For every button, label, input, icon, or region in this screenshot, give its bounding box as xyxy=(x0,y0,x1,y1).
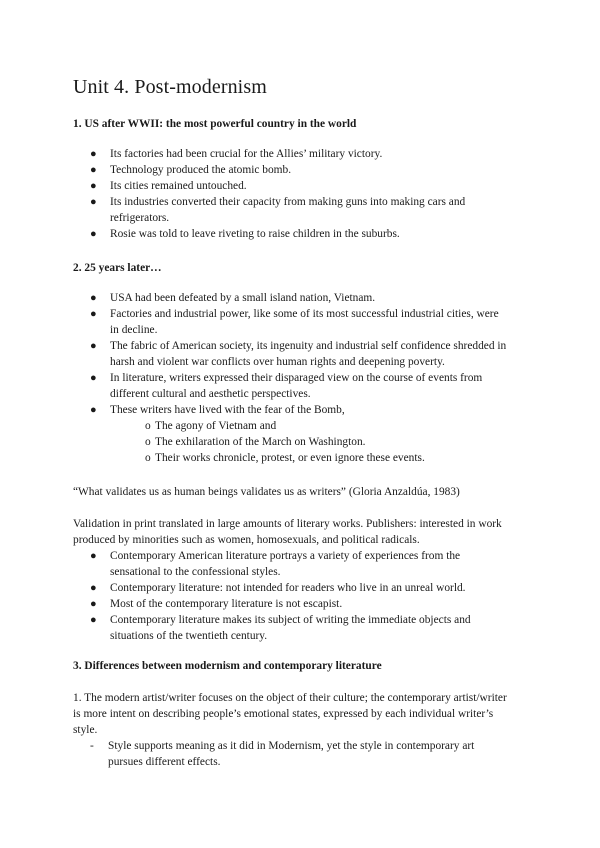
quote-line: “What validates us as human beings validates us as writers” (Gloria Anzaldúa, 1983) xyxy=(73,486,460,498)
section-3-paragraph: 1. The modern artist/writer focuses on the object of their culture; the contemporary artist/writer is more intent on describing people’s emotional states, expressed by each individual writer’s style. xyxy=(73,692,507,736)
bullet-icon: ● xyxy=(90,148,97,160)
bullet-icon: ● xyxy=(90,582,97,594)
bullet-icon: ● xyxy=(90,372,97,384)
circle-bullet-icon: o xyxy=(145,452,151,464)
section-2-list xyxy=(90,290,510,418)
bullet-icon: ● xyxy=(90,196,97,208)
validation-paragraph: Validation in print translated in large amounts of literary works. Publishers: interested in work produced by minorities such as women, homosexuals, and political radicals. xyxy=(73,518,502,546)
list-item: ● Rosie was told to leave riveting to raise children in the suburbs. xyxy=(90,228,400,240)
bullet-icon: ● xyxy=(90,598,97,610)
list-item: ● Technology produced the atomic bomb. xyxy=(90,164,292,176)
list-item: o Their works chronicle, protest, or even ignore these events. xyxy=(145,452,425,464)
list-item: - Style supports meaning as it did in Modernism, yet the style in contemporary art pursues different effects. xyxy=(90,740,475,768)
list-item: ● Its industries converted their capacity from making guns into making cars and refrigerators. xyxy=(90,196,466,224)
bullet-icon: ● xyxy=(90,228,97,240)
bullet-icon: ● xyxy=(90,404,97,416)
list-item: ● These writers have lived with the fear of the Bomb, xyxy=(90,404,345,416)
section-2-sublist xyxy=(145,418,485,466)
list-item: ● Contemporary literature: not intended for readers who live in an unreal world. xyxy=(90,582,466,594)
section-1-heading: 1. US after WWII: the most powerful country in the world xyxy=(73,118,357,130)
list-item: ● The fabric of American society, its ingenuity and industrial self confidence shredded in harsh and violent war conflicts over human rights and deepening poverty. xyxy=(90,340,507,368)
section-1-list xyxy=(90,146,510,242)
section-3-dash-list xyxy=(90,738,510,770)
section-3-heading: 3. Differences between modernism and contemporary literature xyxy=(73,660,382,672)
bullet-icon: ● xyxy=(90,164,97,176)
dash-bullet-icon: - xyxy=(90,740,94,752)
circle-bullet-icon: o xyxy=(145,436,151,448)
list-item: ● Factories and industrial power, like some of its most successful industrial cities, were in decline. xyxy=(90,308,499,336)
list-item: ● Contemporary literature makes its subject of writing the immediate objects and situations of the twentieth century. xyxy=(90,614,471,642)
bullet-icon: ● xyxy=(90,292,97,304)
circle-bullet-icon: o xyxy=(145,420,151,432)
list-item: ● Most of the contemporary literature is not escapist. xyxy=(90,598,343,610)
bullet-icon: ● xyxy=(90,550,97,562)
bullet-icon: ● xyxy=(90,614,97,626)
list-item: o The agony of Vietnam and xyxy=(145,420,277,432)
section-2-heading: 2. 25 years later… xyxy=(73,262,162,274)
page-title: Unit 4. Post-modernism xyxy=(73,76,267,98)
list-item: o The exhilaration of the March on Washington. xyxy=(145,436,366,448)
bullet-icon: ● xyxy=(90,180,97,192)
section-2-list-2 xyxy=(90,548,510,644)
list-item: ● USA had been defeated by a small island nation, Vietnam. xyxy=(90,292,376,304)
list-item: ● Its factories had been crucial for the Allies’ military victory. xyxy=(90,148,383,160)
list-item: ● In literature, writers expressed their disparaged view on the course of events from different cultural and aesthetic perspectives. xyxy=(90,372,483,400)
bullet-icon: ● xyxy=(90,340,97,352)
list-item: ● Contemporary American literature portrays a variety of experiences from the sensational to the confessional styles. xyxy=(90,550,461,578)
list-item: ● Its cities remained untouched. xyxy=(90,180,247,192)
bullet-icon: ● xyxy=(90,308,97,320)
